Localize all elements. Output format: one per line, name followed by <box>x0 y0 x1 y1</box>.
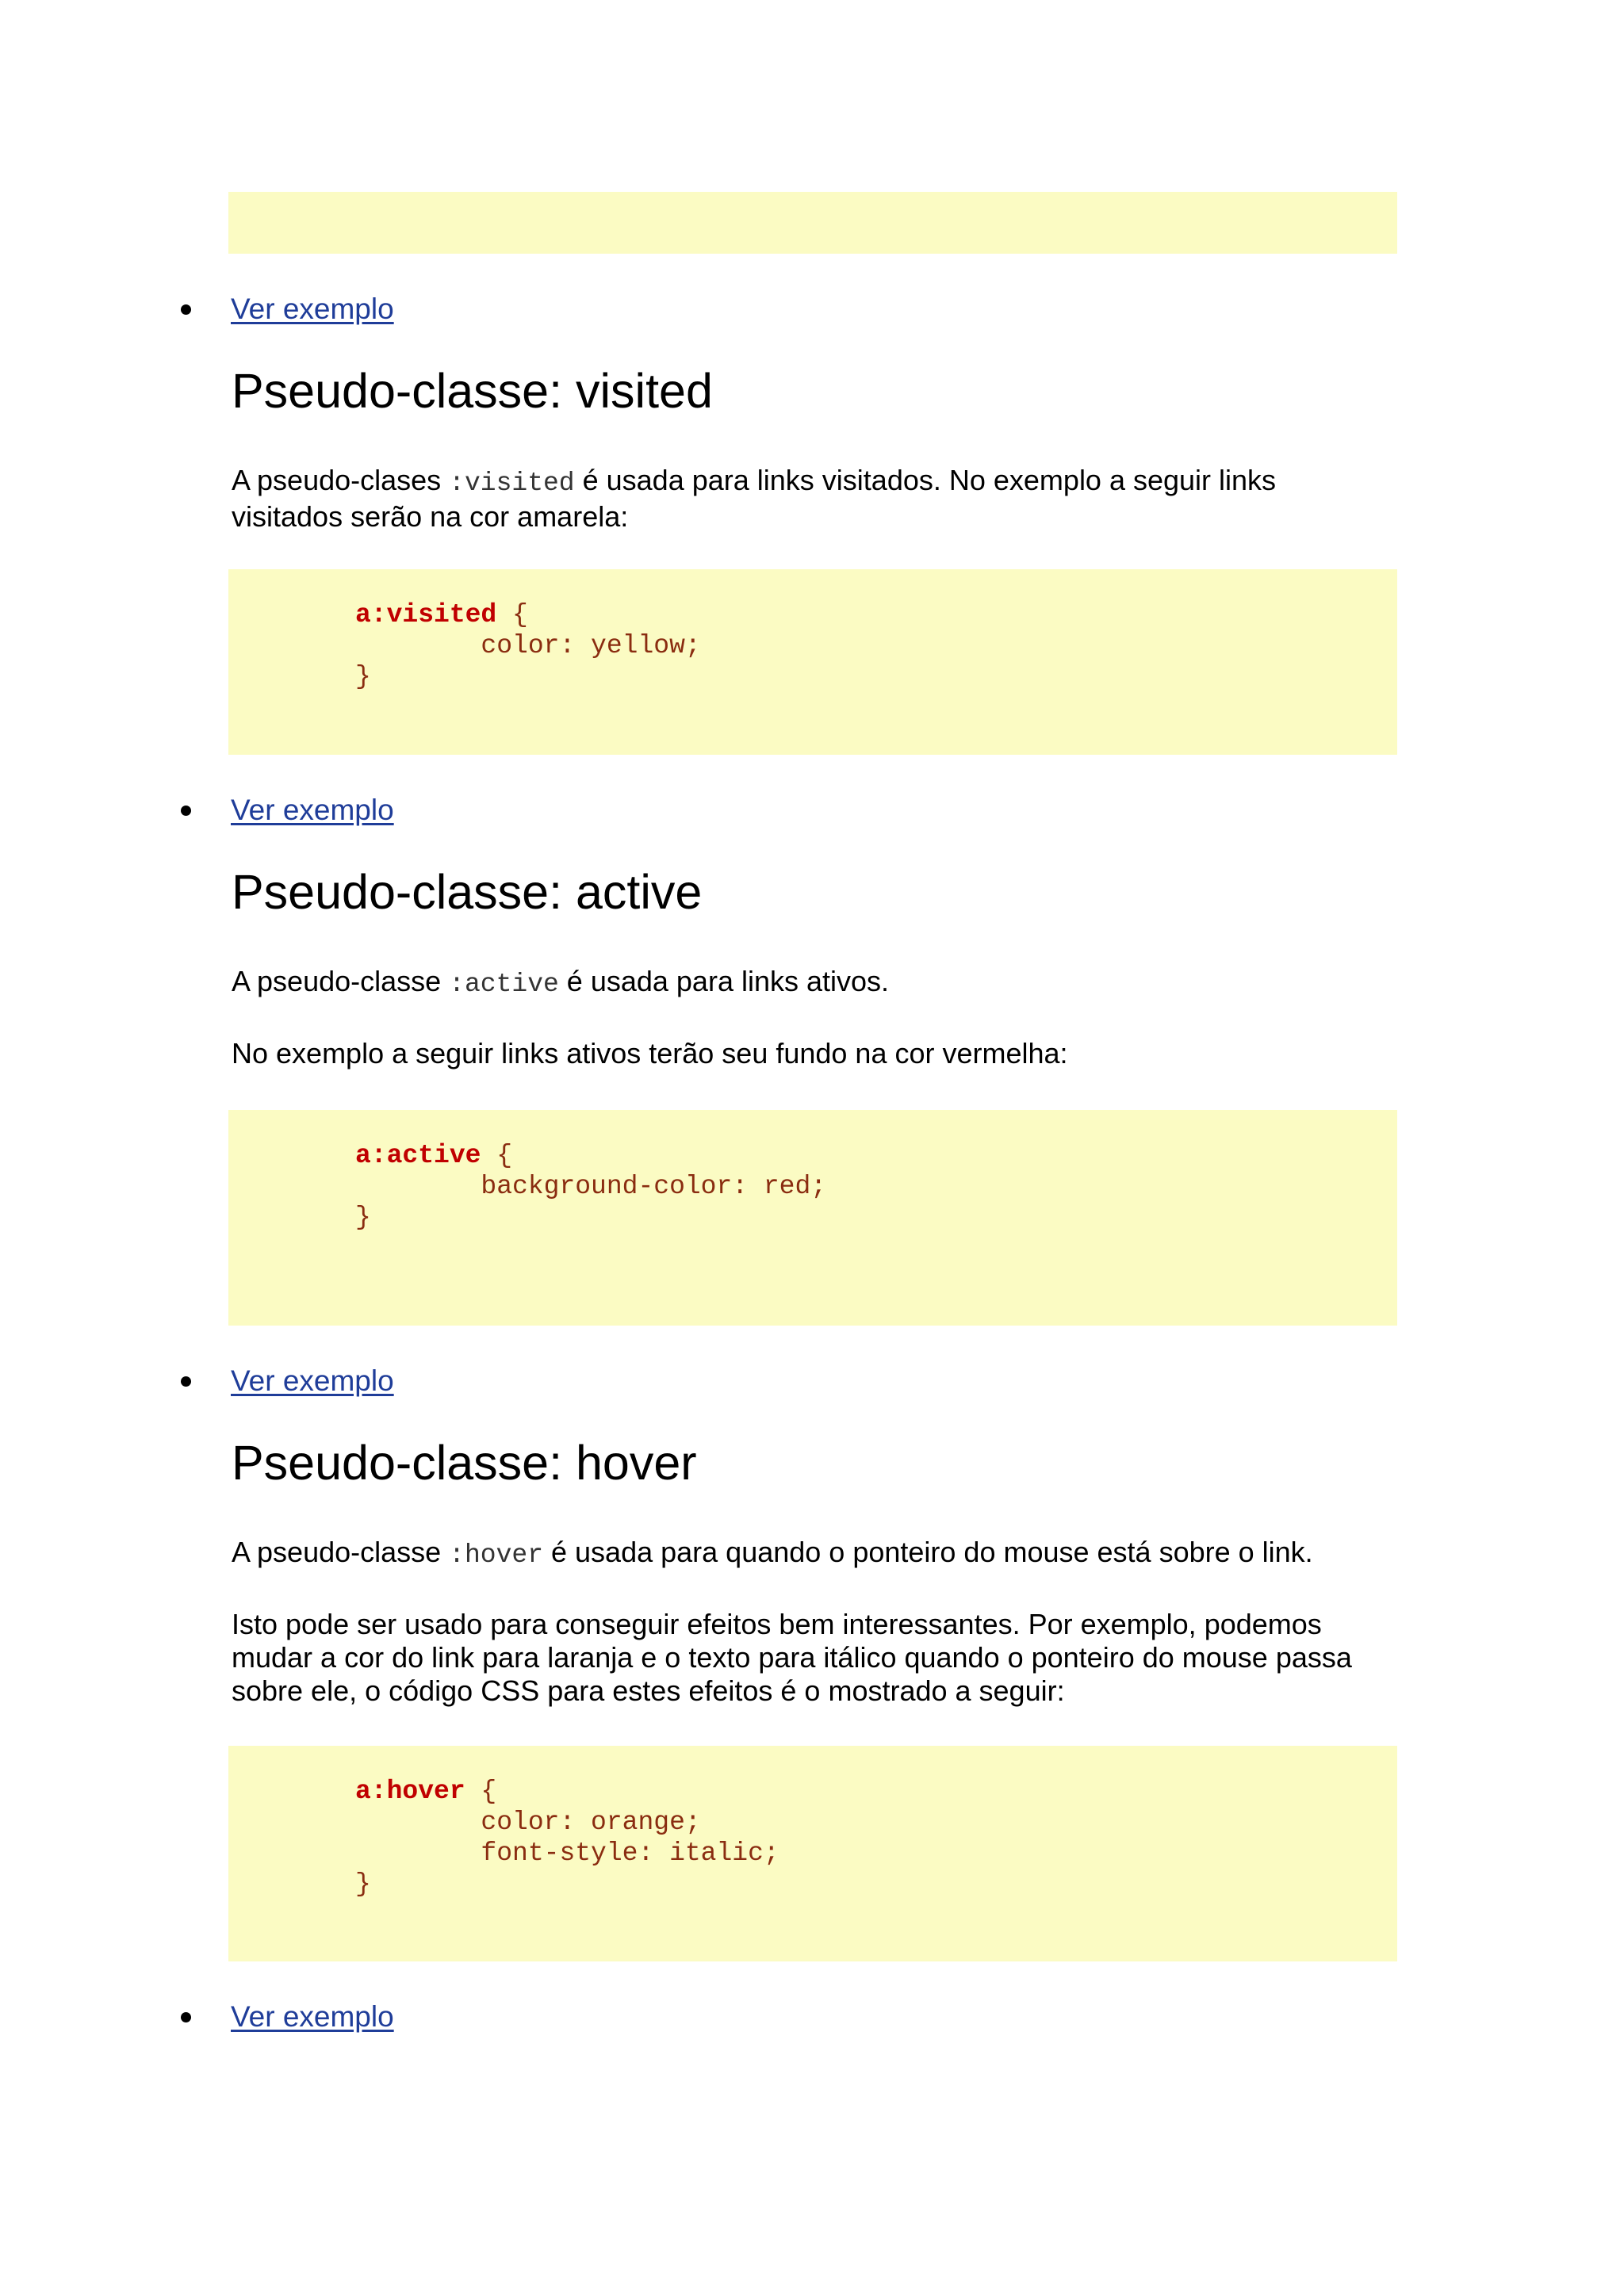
paragraph-hover-text-1: A pseudo-classe <box>232 1536 450 1568</box>
code-brace-open-active: { <box>481 1141 513 1170</box>
code-block-top <box>228 192 1397 254</box>
paragraph-visited-intro <box>232 464 1389 534</box>
ver-exemplo-link-2[interactable]: Ver exemplo <box>231 794 394 826</box>
bullet-icon <box>181 1376 191 1387</box>
code-block-hover <box>228 1746 1397 1961</box>
bullet-icon <box>181 806 191 816</box>
code-line-visited-1: color: yellow; <box>355 631 701 660</box>
inline-code-active: :active <box>449 970 559 999</box>
code-selector-visited: a:visited <box>355 600 497 629</box>
list-item-example-3 <box>181 1362 394 1400</box>
code-brace-close-visited: } <box>355 662 371 691</box>
ver-exemplo-link-4[interactable]: Ver exemplo <box>231 2000 394 2033</box>
code-line-hover-1: color: orange; <box>355 1808 701 1837</box>
code-block-visited <box>228 569 1397 755</box>
paragraph-active-detail: No exemplo a seguir links ativos terão seu fundo na cor vermelha: <box>232 1037 1068 1070</box>
code-selector-active: a:active <box>355 1141 481 1170</box>
code-brace-open-visited: { <box>496 600 528 629</box>
code-content-visited <box>355 599 701 692</box>
ver-exemplo-link-1[interactable]: Ver exemplo <box>231 293 394 325</box>
paragraph-active-intro <box>232 965 1389 1001</box>
heading-hover: Pseudo-classe: hover <box>232 1436 697 1490</box>
code-content-active <box>355 1140 826 1233</box>
list-item-example-4 <box>181 1998 394 2036</box>
heading-visited: Pseudo-classe: visited <box>232 364 713 418</box>
code-content-hover <box>355 1776 779 1900</box>
bullet-icon <box>181 304 191 315</box>
code-brace-open-hover: { <box>465 1777 497 1806</box>
code-brace-close-hover: } <box>355 1869 371 1899</box>
paragraph-active-text-1: A pseudo-classe <box>232 965 450 997</box>
code-line-hover-2: font-style: italic; <box>355 1839 779 1868</box>
paragraph-hover-detail: Isto pode ser usado para conseguir efeitos bem interessantes. Por exemplo, podemos mudar a cor do link para laranja e o texto para itálico quando o ponteiro do mouse passa sobre ele, o código CSS para estes efeitos é o mostrado a seguir: <box>232 1608 1352 1707</box>
code-selector-hover: a:hover <box>355 1777 465 1806</box>
paragraph-hover-text-2: é usada para quando o ponteiro do mouse está sobre o link. <box>543 1536 1313 1568</box>
paragraph-hover-intro <box>232 1536 1389 1572</box>
list-item-example-2 <box>181 791 394 829</box>
code-line-active-1: background-color: red; <box>355 1172 827 1201</box>
paragraph-visited-text-1: A pseudo-clases <box>232 464 450 496</box>
list-item-example-1 <box>181 290 394 328</box>
ver-exemplo-link-3[interactable]: Ver exemplo <box>231 1364 394 1397</box>
paragraph-active-text-2: é usada para links ativos. <box>558 965 890 997</box>
heading-active: Pseudo-classe: active <box>232 865 703 919</box>
inline-code-visited: :visited <box>449 469 575 498</box>
code-brace-close-active: } <box>355 1203 371 1232</box>
bullet-icon <box>181 2012 191 2022</box>
code-block-active <box>228 1110 1397 1326</box>
inline-code-hover: :hover <box>449 1540 543 1570</box>
paragraph-visited-text-2: é usada para links visitados. No exemplo a seguir links visitados serão na cor amarela: <box>232 464 1277 533</box>
